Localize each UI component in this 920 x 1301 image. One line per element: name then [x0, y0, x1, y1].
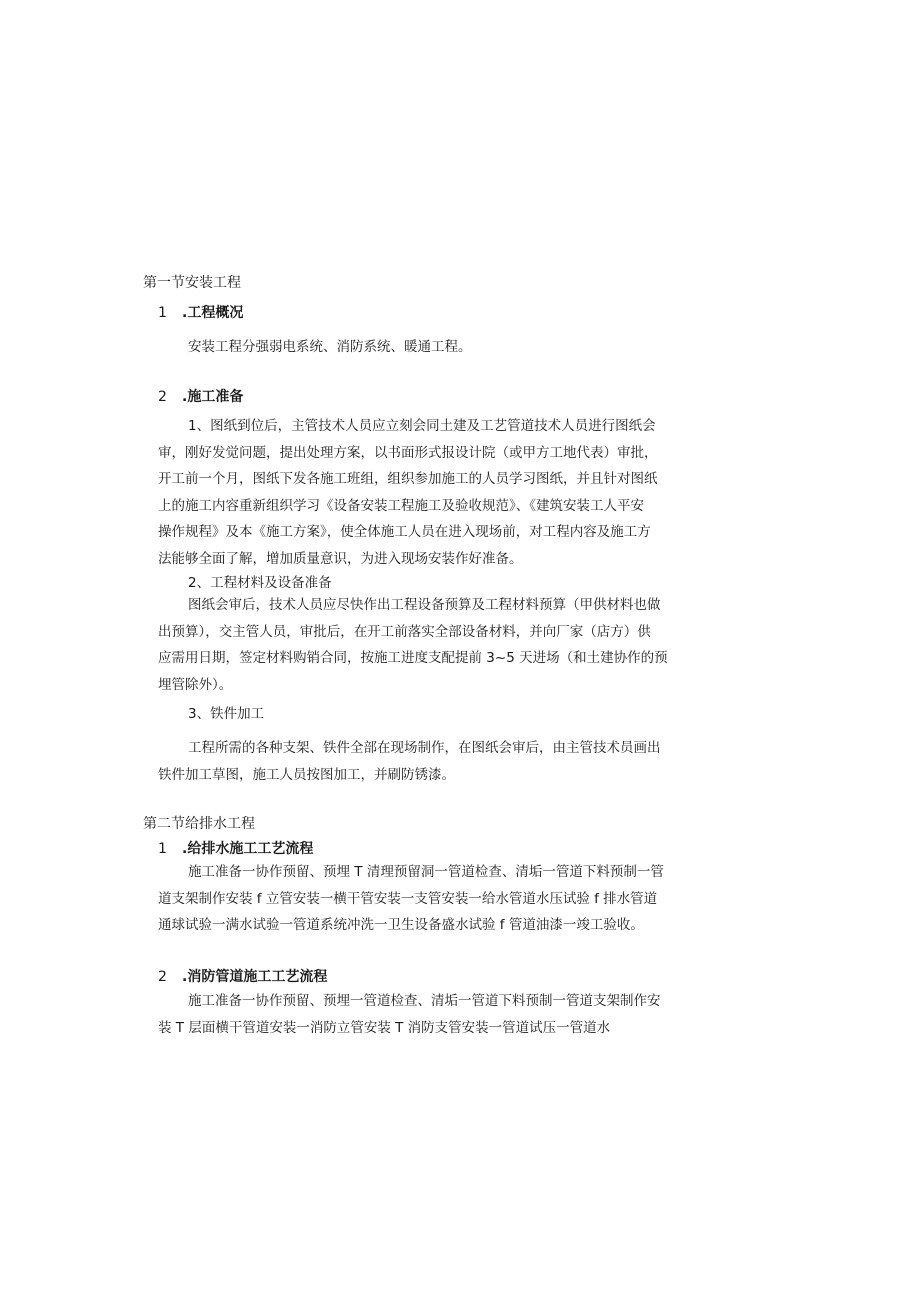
heading-text: .给排水施工工艺流程 — [182, 841, 314, 857]
heading-plumbing-flow — [158, 838, 313, 858]
fire-flow-paragraph — [158, 988, 703, 1041]
paragraph-line: 施工准备一协作预留、预埋一管道检查、清垢一管道下料预制一管道支架制作安 — [188, 993, 661, 1009]
materials-heading: 2、工程材料及设备准备 — [188, 575, 332, 591]
paragraph-line: 出预算），交主管人员，审批后，在开工前落实全部设备材料，并向厂家（店方）供 — [158, 623, 651, 640]
paragraph-line: 道支架制作安装 f 立管安装一横干管安装一支管安装一给水管道水压试验 f 排水管道 — [158, 890, 658, 907]
paragraph-line: 装 T 层面横干管道安装一消防立管安装 T 消防支管安装一管道试压一管道水 — [158, 1019, 611, 1036]
section2-title: 第二节给排水工程 — [143, 816, 255, 832]
drawing-review-paragraph — [158, 413, 703, 572]
paragraph-line: 应需用日期，签定材料购销合同，按施工进度支配提前 3~5 天进场（和土建协作的预 — [158, 650, 668, 666]
paragraph-line: 开工前一个月，图纸下发各施工班组，组织参加施工的人员学习图纸，并且针对图纸 — [158, 471, 658, 487]
paragraph-line: 法能够全面了解，增加质量意识，为进入现场安装作好准备。 — [158, 550, 523, 567]
heading-fire-flow — [158, 966, 327, 986]
plumbing-flow-paragraph — [158, 859, 703, 939]
heading-overview — [158, 302, 243, 322]
paragraph-line: 铁件加工草图，施工人员按图加工，并刷防锈漆。 — [158, 766, 455, 783]
ironwork-paragraph — [158, 735, 703, 788]
paragraph-line: 通球试验一满水试验一管道系统冲洗一卫生设备盛水试验 f 管道油漆一竣工验收。 — [158, 917, 644, 933]
heading-text: .施工准备 — [182, 389, 244, 405]
paragraph-line: 上的施工内容重新组织学习《设备安装工程施工及验收规范》、《建筑安装工人平安 — [158, 497, 644, 514]
heading-text: .工程概况 — [182, 305, 244, 321]
heading-number: 2 — [158, 389, 167, 405]
heading-text: .消防管道施工工艺流程 — [182, 969, 328, 985]
heading-number: 1 — [158, 841, 167, 857]
ironwork-heading: 3、铁件加工 — [188, 706, 265, 722]
paragraph-line: 施工准备一协作预留、预埋 T 清理预留洞一管道检查、清垢一管道下料预制一管 — [188, 864, 664, 880]
paragraph-line: 操作规程》及本《施工方案》，使全体施工人员在进入现场前，对工程内容及施工方 — [158, 524, 651, 540]
heading-number: 1 — [158, 305, 167, 321]
heading-preparation — [158, 386, 243, 406]
paragraph-line: 审，刚好发觉问题，提出处理方案，以书面形式报设计院（或甲方工地代表）审批， — [158, 444, 658, 461]
section1-title: 第一节安装工程 — [143, 275, 241, 291]
paragraph-line: 工程所需的各种支架、铁件全部在现场制作，在图纸会审后，由主管技术员画出 — [188, 740, 661, 756]
materials-paragraph — [158, 592, 703, 698]
paragraph-line: 图纸会审后，技术人员应尽快作出工程设备预算及工程材料预算（甲供材料也做 — [188, 597, 661, 613]
heading-number: 2 — [158, 969, 167, 985]
paragraph-line: 埋管除外）。 — [158, 676, 233, 693]
overview-text: 安装工程分强弱电系统、消防系统、暖通工程。 — [188, 339, 472, 355]
paragraph-line: 1、图纸到位后，主管技术人员应立刻会同土建及工艺管道技术人员进行图纸会 — [188, 418, 656, 434]
